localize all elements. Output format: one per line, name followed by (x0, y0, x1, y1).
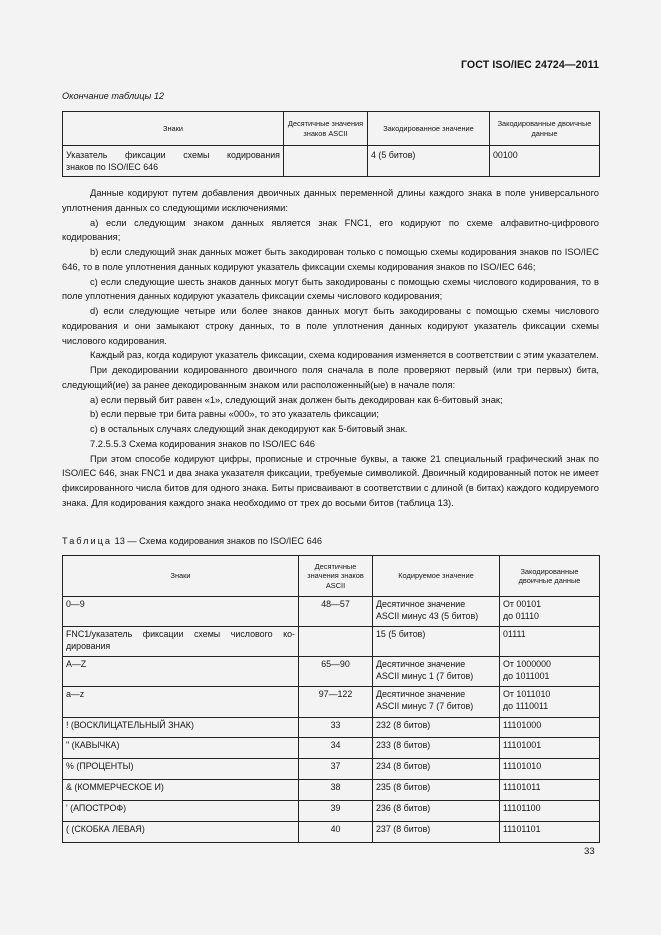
cell-sign: 0—9 (63, 597, 299, 627)
cell-ascii (299, 627, 373, 657)
cell-ascii: 40 (299, 822, 373, 843)
cell-value: 235 (8 битов) (373, 780, 500, 801)
cell-sign: % (ПРОЦЕНТЫ) (63, 759, 299, 780)
cell-binary: 11101000 (500, 718, 600, 738)
paragraph: При декодировании кодированного двоичного поля сначала в поле проверяют первый (или три первых) бита, следующий(ие) за ранее декодированным знаком или расположенный(ые) в начале поля: (62, 365, 599, 390)
table-row (63, 146, 600, 177)
table-row (63, 657, 600, 687)
table-row (63, 780, 600, 801)
table-row (63, 801, 600, 822)
cell-sign: ! (ВОСКЛИЦАТЕЛЬНЫЙ ЗНАК) (63, 718, 299, 738)
cell-binary: От 00101 до 01110 (500, 597, 600, 627)
cell-ascii: 39 (299, 801, 373, 822)
cell-binary: 11101010 (500, 759, 600, 780)
list-item: d) если следующие четыре или более знаков данных могут быть закодированы с помощью схемы числового кодирования и они замыкают строку данных, то в поле уплотнения данных кодируют указатель фиксации схемы числового кодирования. (62, 306, 599, 346)
list-item: c) если следующие шесть знаков данных могут быть закодированы с помощью схемы числового кодирования, то в поле уплотнения данных кодируют указатель фиксации схемы числового кодирования; (62, 276, 599, 302)
col-header-signs: Знаки (63, 112, 284, 146)
cell-ascii: 38 (299, 780, 373, 801)
cell-sign: & (КОММЕРЧЕСКОЕ И) (63, 780, 299, 801)
table13-caption: Таблица 13 — Схема кодирования знаков по ISO/IEC 646 (62, 536, 322, 546)
cell-binary: 11101011 (500, 780, 600, 801)
table-row (63, 822, 600, 843)
cell-ascii: 37 (299, 759, 373, 780)
cell-sign: ( (СКОБКА ЛЕВАЯ) (63, 822, 299, 843)
list-item: a) если первый бит равен «1», следующий знак должен быть декодирован как 6-битовый знак; (90, 394, 503, 405)
cell-ascii: 34 (299, 738, 373, 759)
cell-ascii (284, 146, 368, 177)
table-12 (62, 111, 600, 177)
cell-binary: От 1011010 до 1110011 (500, 687, 600, 718)
cell-sign: ' (АПОСТРОФ) (63, 801, 299, 822)
table-row (63, 718, 600, 738)
col-header-binary: Закодированные двоичные данные (490, 112, 600, 146)
cell-sign: " (КАВЫЧКА) (63, 738, 299, 759)
col-header-encoded-value: Кодируемое значение (373, 556, 500, 597)
cell-value: 234 (8 битов) (373, 759, 500, 780)
table-13 (62, 555, 600, 843)
cell-value: Десятичное значение ASCII минус 7 (7 битов) (373, 687, 500, 718)
table-row (63, 687, 600, 718)
table-row (63, 759, 600, 780)
cell-value: 232 (8 битов) (373, 718, 500, 738)
paragraph: Каждый раз, когда кодируют указатель фиксации, схема кодирования изменяется в соответствии с этим указателем. (90, 350, 599, 361)
cell-binary: 00100 (490, 146, 600, 177)
col-header-ascii: Десятичные значения знаков ASCII (284, 112, 368, 146)
section-heading: 7.2.5.5.3 Схема кодирования знаков по ISO/IEC 646 (90, 438, 315, 449)
cell-sign: a—z (63, 687, 299, 718)
body-text (62, 186, 599, 511)
col-header-encoded-value: Закодированное значение (368, 112, 490, 146)
table-row (63, 597, 600, 627)
cell-binary: 11101101 (500, 822, 600, 843)
cell-binary: 01111 (500, 627, 600, 657)
list-item: b) если первые три бита равны «000», то это указатель фиксации; (90, 409, 379, 420)
paragraph: При этом способе кодируют цифры, прописные и строчные буквы, а также 21 специальный графический знак по ISO/IEC 646, знак FNC1 и два знака указателя фиксации, требуемые символикой. Двоичный кодированный поток не имеет фиксированного числа битов для одного знака. Биты присваивают в соответствии с длиной (в битах) каждого кодируемого знака. Для кодирования каждого знака необходимо от трех до восьми битов (таблица 13). (62, 453, 599, 508)
paragraph: Данные кодируют путем добавления двоичных данных переменной длины каждого знака в поле универсального уплотнения данных со следующими исключениями: (62, 188, 599, 213)
table-row (63, 738, 600, 759)
col-header-ascii: Десятичные значения знаков ASCII (299, 556, 373, 597)
page-number: 33 (584, 846, 595, 857)
cell-ascii: 65—90 (299, 657, 373, 687)
cell-value: Десятичное значение ASCII минус 43 (5 битов) (373, 597, 500, 627)
list-item: c) в остальных случаях следующий знак декодируют как 5-битовый знак. (90, 424, 408, 434)
document-header: ГОСТ ISO/IEC 24724—2011 (460, 59, 599, 71)
cell-binary: 11101001 (500, 738, 600, 759)
cell-binary: От 1000000 до 1011001 (500, 657, 600, 687)
cell-ascii: 48—57 (299, 597, 373, 627)
cell-ascii: 97—122 (299, 687, 373, 718)
cell-sign: A—Z (63, 657, 299, 687)
table12-caption: Окончание таблицы 12 (62, 91, 165, 101)
cell-ascii: 33 (299, 718, 373, 738)
table-row (63, 627, 600, 657)
cell-value: 233 (8 битов) (373, 738, 500, 759)
col-header-signs: Знаки (63, 556, 299, 597)
cell-value: 237 (8 битов) (373, 822, 500, 843)
cell-sign: Указатель фиксации схемы кодирования знаков по ISO/IEC 646 (63, 146, 284, 177)
list-item: a) если следующим знаком данных является знак FNC1, его кодируют по схеме алфавитно-цифрового кодирования; (62, 217, 599, 243)
cell-sign: FNC1/указатель фиксации схемы числового ко- дирования (63, 627, 299, 657)
cell-value: Десятичное значение ASCII минус 1 (7 битов) (373, 657, 500, 687)
cell-value: 4 (5 битов) (368, 146, 490, 177)
cell-value: 236 (8 битов) (373, 801, 500, 822)
cell-binary: 11101100 (500, 801, 600, 822)
cell-value: 15 (5 битов) (373, 627, 500, 657)
col-header-binary: Закодированные двоичные данные (500, 556, 600, 597)
list-item: b) если следующий знак данных может быть закодирован только с помощью схемы кодирования знаков по ISO/IEC 646, то в поле уплотнения данных кодируют указатель фиксации схемы кодирования знаков по ISO/IEC 646; (62, 247, 599, 272)
